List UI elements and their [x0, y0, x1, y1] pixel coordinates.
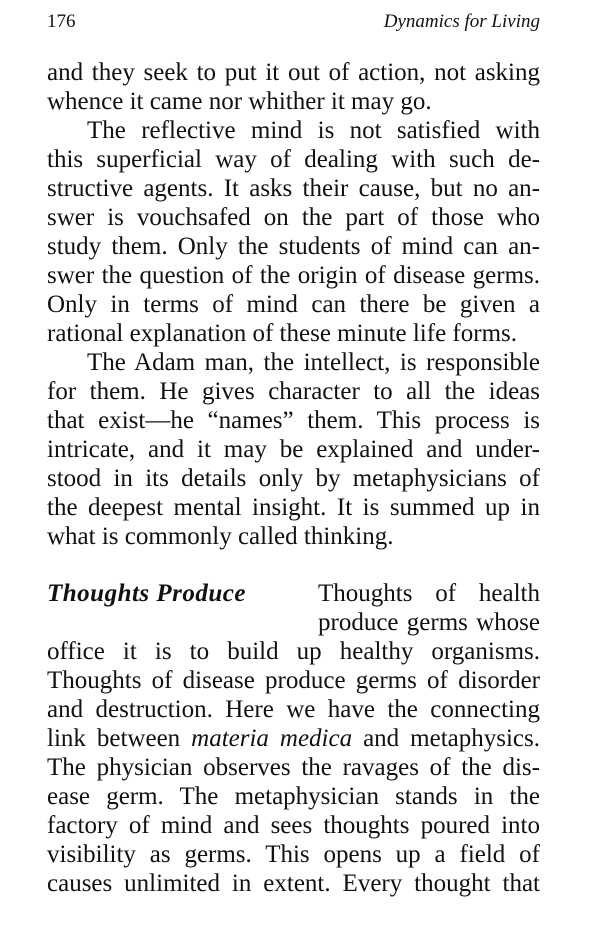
- text-line: structive agents. It asks their cause, but no an-: [47, 175, 540, 202]
- text-line: Thoughts of disease produce germs of disorder: [47, 667, 540, 694]
- text-line: what is commonly called thinking.: [47, 523, 394, 550]
- text-line: [47, 724, 540, 753]
- text-line: The Adam man, the intellect, is responsible: [87, 349, 540, 376]
- running-title: Dynamics for Living: [383, 11, 540, 32]
- text-line: swer is vouchsafed on the part of those who: [47, 204, 540, 231]
- text-line: Only in terms of mind can there be given a: [47, 291, 540, 318]
- text-line: ease germ. The metaphysician stands in the: [47, 783, 540, 810]
- text-line: causes unlimited in extent. Every thought that: [47, 870, 540, 897]
- text-line: and destruction. Here we have the connecting: [47, 696, 540, 723]
- text-line: The physician observes the ravages of the dis-: [47, 754, 540, 781]
- page-body: [47, 58, 540, 898]
- text-line: The reflective mind is not satisfied with: [87, 117, 540, 144]
- text-line: stood in its details only by metaphysicians of: [47, 465, 540, 492]
- text-line: the deepest mental insight. It is summed up in: [47, 494, 540, 521]
- section-heading-row-2: [47, 608, 540, 637]
- text-line: intricate, and it may be explained and under-: [47, 436, 540, 463]
- text-line: factory of mind and sees thoughts poured into: [47, 812, 540, 839]
- text-line: Thoughts of health: [318, 580, 540, 607]
- text-line: for them. He gives character to all the ideas: [47, 378, 540, 405]
- text-line: produce germs whose: [318, 609, 540, 636]
- text-span: link between: [47, 725, 192, 752]
- section-gap: [47, 551, 540, 579]
- text-line: that exist—he “names” them. This process is: [47, 407, 540, 434]
- text-line: this superficial way of dealing with such de-: [47, 146, 540, 173]
- text-line: office it is to build up healthy organisms.: [47, 638, 540, 665]
- text-span: and metaphysics.: [352, 725, 541, 752]
- text-line: rational explanation of these minute life forms.: [47, 320, 517, 347]
- side-heading: Thoughts Produce: [47, 580, 247, 607]
- text-line: whence it came nor whither it may go.: [47, 88, 432, 115]
- italic-term: materia medica: [191, 725, 353, 752]
- text-block-1: [47, 58, 540, 551]
- text-line: study them. Only the students of mind can an-: [47, 233, 540, 260]
- text-line: and they seek to put it out of action, not asking: [47, 59, 540, 86]
- text-line: visibility as germs. This opens up a field of: [47, 841, 540, 868]
- text-line: swer the question of the origin of disease germs.: [47, 262, 540, 289]
- section-heading-row: [47, 579, 540, 608]
- page-number: 176: [47, 11, 76, 32]
